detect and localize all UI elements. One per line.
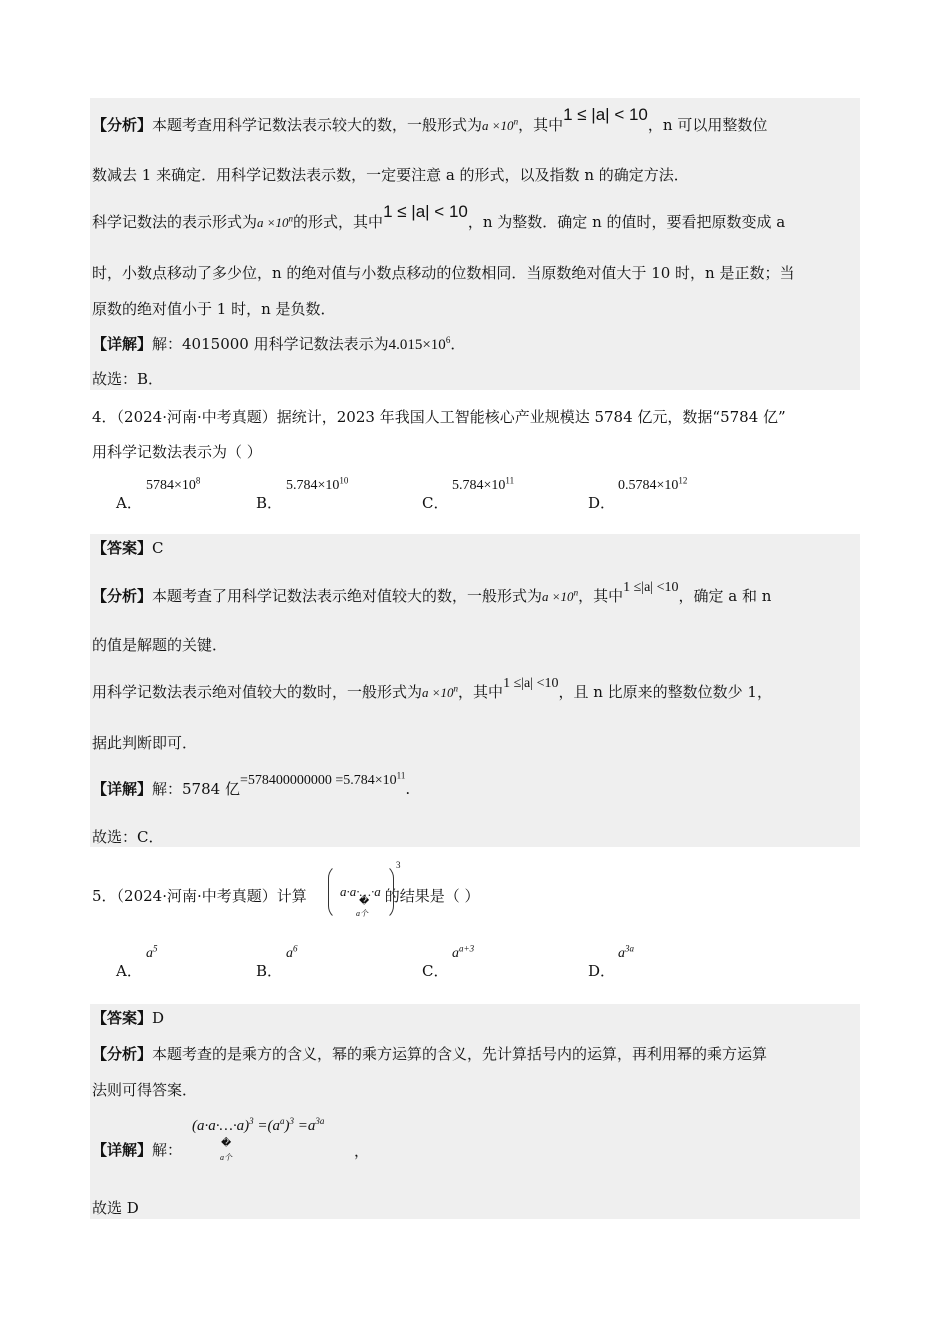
q5-detail-label: 【详解】: [92, 1141, 153, 1159]
q3-detail-value: $4.015\times 10^6$: [388, 335, 451, 353]
q5-detail-under: a个: [220, 1153, 232, 1162]
q3-detail-text: 解：4015000 用科学记数法表示为: [152, 335, 389, 353]
q4-condition: 1 ≤|a| <10: [623, 580, 679, 595]
q5-option-c-letter: C．: [422, 962, 449, 980]
q3-analysis-line-4: 时，小数点移动了多少位，n 的绝对值与小数点移动的位数相同．当原数绝对值大于 10 时，n 是正数；当: [92, 264, 795, 282]
q5-solution-block: [90, 1004, 860, 1219]
q5-answer-label: 【答案】: [92, 1009, 153, 1027]
q5-analysis-label: 【分析】: [92, 1045, 153, 1063]
q4-form: $a \times 10^n$: [542, 587, 579, 604]
q3-line3-a: 科学记数法的表示形式为: [92, 213, 258, 231]
q5-expr-exp: 3: [396, 860, 401, 870]
q3-line3-b: 的形式，其中: [293, 213, 384, 231]
q5-expr-text: a·a·…·a: [340, 884, 381, 899]
q5-stem-a: 5．（2024·河南·中考真题）计算: [92, 887, 307, 905]
q4-detail-line: 【详解】解：5784 亿$=578400000000 =5.784\times 10^{11}$.: [92, 770, 411, 798]
q4-answer-label: 【答案】: [92, 539, 153, 557]
q4-answer-value: C: [152, 539, 164, 557]
q3-analysis-line-2: 数减去 1 来确定．用科学记数法表示数，一定要注意 a 的形式，以及指数 n 的确定方法．: [92, 166, 689, 184]
q4-stem-line-1: 4．（2024·河南·中考真题）据统计，2023 年我国人工智能核心产业规模达 5784 亿元，数据“5784 亿”: [92, 408, 786, 426]
q5-option-d-letter: D．: [588, 962, 616, 980]
q5-analysis-line-1: 【分析】本题考查的是乘方的含义，幂的乘方运算的含义，先计算括号内的运算，再利用幂的乘方运算: [92, 1045, 768, 1063]
q3-condition: 1 ≤ |a| < 10: [563, 105, 648, 124]
q4-option-c-value: $5.784\times 10^{11}$: [452, 475, 515, 493]
q4-analysis-line-3: 用科学记数法表示绝对值较大的数时，一般形式为$a \times 10^n$，其中1 ≤|a| <10，且 n 比原来的整数位数少 1，: [92, 676, 772, 701]
q5-option-d-value: $a^{3a}$: [618, 943, 634, 961]
q4-option-a-value: $5784\times 10^8$: [146, 475, 201, 493]
q4-stem-line-2: 用科学记数法表示为（ ）: [92, 443, 262, 461]
q4-detail-value: $=578400000000 =5.784\times 10^{11}$: [239, 770, 406, 788]
q5-option-c-value: $a^{a+3}$: [452, 943, 475, 961]
q5-detail-expr: (a·a·…·a)$^3$ $=(a^a)^3 =a^{3a}$: [192, 1116, 325, 1134]
q5-option-a-letter: A．: [116, 962, 142, 980]
q3-choose: 故选：B．: [92, 370, 164, 388]
q5-stem-b: 的结果是（ ）: [384, 887, 480, 905]
q4-option-c-letter: C．: [422, 494, 449, 512]
q3-analysis-text: 本题考查用科学记数法表示较大的数，一般形式为: [152, 116, 483, 134]
q5-brace-icon: �: [359, 896, 370, 907]
q4-analysis-line-4: 据此判断即可．: [92, 734, 198, 752]
q3-detail-line: 【详解】解：4015000 用科学记数法表示为$4.015\times 10^6$．: [92, 335, 466, 353]
q4-option-a-letter: A．: [116, 494, 142, 512]
q3-analysis-line-3: [92, 202, 786, 233]
q5-under-label: a个: [356, 909, 368, 918]
q5-option-b-letter: B．: [256, 962, 283, 980]
q4-analysis-label: 【分析】: [92, 587, 153, 605]
q4-analysis-line-1: 【分析】本题考查了用科学记数法表示绝对值较大的数，一般形式为$a \times 10^n$，其中1 ≤|a| <10，确定 a 和 n: [92, 580, 772, 605]
q3-form: $a \times 10^n$: [482, 116, 519, 133]
q4-choose: 故选：C．: [92, 828, 164, 846]
q5-option-b-value: $a^6$: [286, 943, 298, 961]
q3-line3-c: ，n 为整数．确定 n 的值时，要看把原数变成 a: [467, 213, 786, 231]
q3-analysis-line-1: [92, 105, 768, 136]
q4-condition-2: 1 ≤|a| <10: [503, 676, 559, 691]
q5-stem: [92, 886, 480, 906]
q5-detail-brace-icon: �: [221, 1138, 232, 1149]
q4-analysis-line-2: 的值是解题的关键．: [92, 636, 228, 654]
q5-detail-text: 解：: [152, 1141, 183, 1159]
q3-detail-label: 【详解】: [92, 335, 153, 353]
q5-answer-value: D: [152, 1009, 165, 1027]
q4-option-b-letter: B．: [256, 494, 283, 512]
q3-condition-2: 1 ≤ |a| < 10: [383, 202, 468, 221]
q3-form-2: $a \times 10^n$: [257, 213, 294, 230]
q3-analysis-label: 【分析】: [92, 116, 153, 134]
q4-form-2: $a \times 10^n$: [422, 683, 459, 700]
q5-analysis-line-2: 法则可得答案．: [92, 1081, 198, 1099]
q4-option-b-value: $5.784\times 10^{10}$: [286, 475, 349, 493]
q3-qizhong: ，其中: [518, 116, 564, 134]
q5-detail-line: [92, 1140, 182, 1160]
q3-analysis-tail: ，n 可以用整数位: [647, 116, 768, 134]
q5-choose: 故选 D: [92, 1199, 139, 1217]
q5-option-a-value: $a^5$: [146, 943, 158, 961]
q3-analysis-line-5: 原数的绝对值小于 1 时，n 是负数．: [92, 300, 336, 318]
q4-option-d-letter: D．: [588, 494, 616, 512]
q4-detail-text: 解：5784 亿: [152, 780, 240, 798]
q4-answer: [92, 538, 164, 558]
q4-option-d-value: $0.5784\times 10^{12}$: [618, 475, 688, 493]
q5-answer: [92, 1008, 164, 1028]
q5-detail-end: ，: [354, 1142, 370, 1160]
q4-detail-label: 【详解】: [92, 780, 153, 798]
